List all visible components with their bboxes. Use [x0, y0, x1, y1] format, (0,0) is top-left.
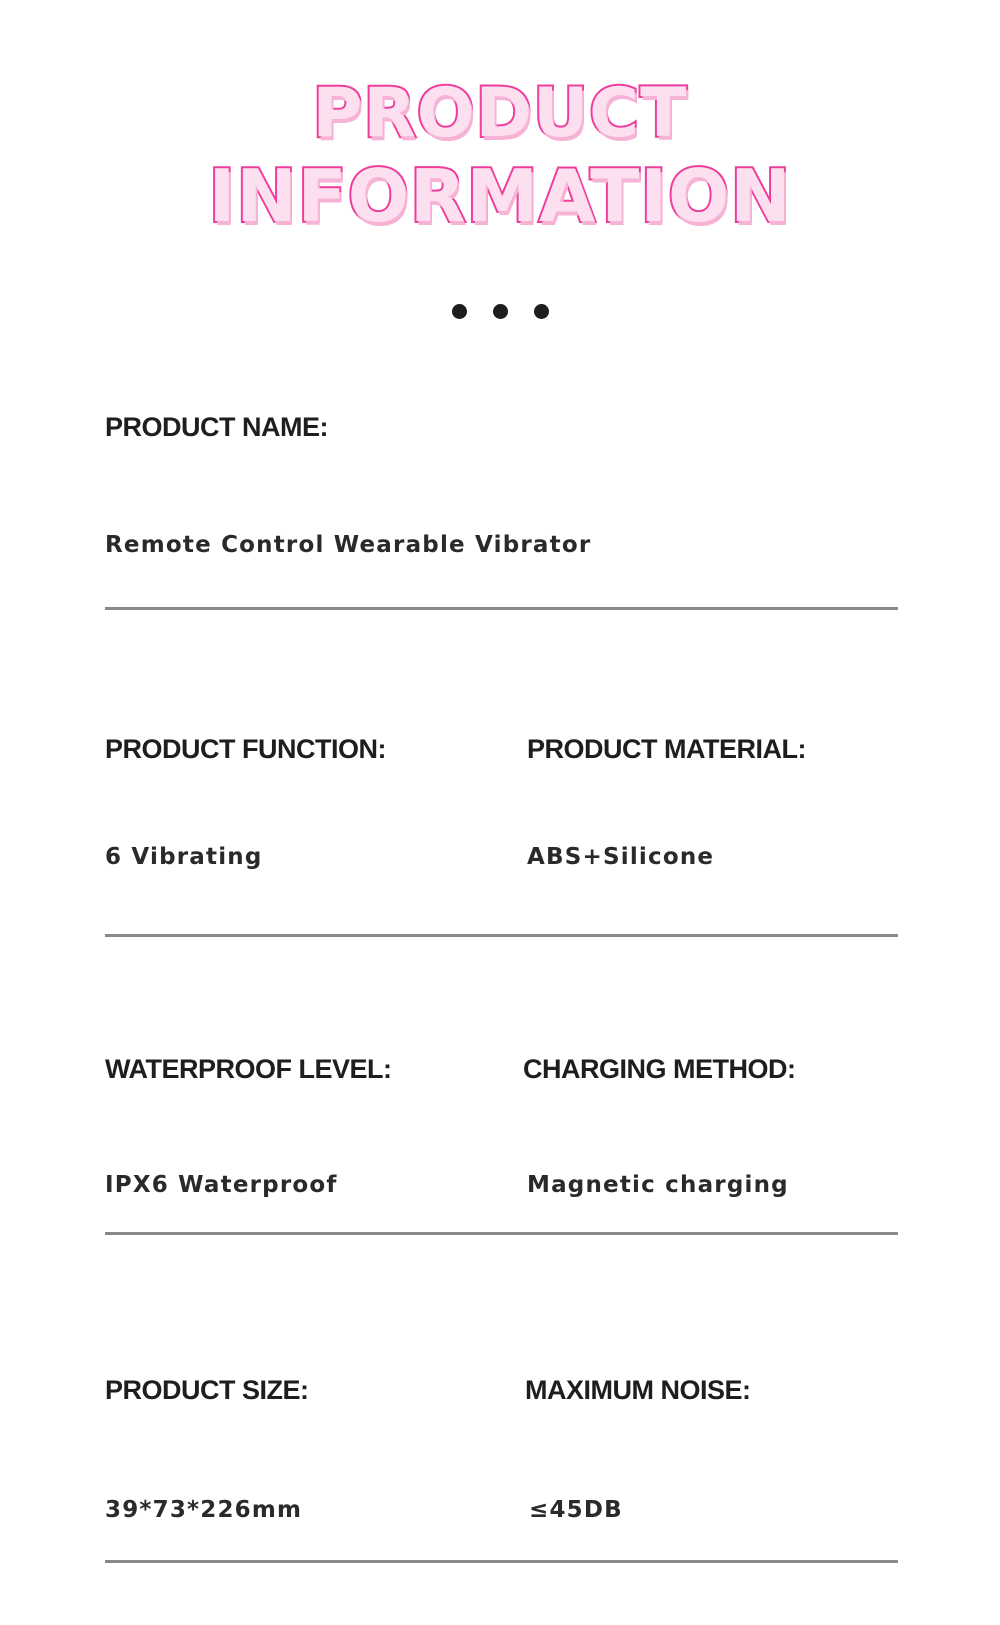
dot-icon: [452, 304, 467, 319]
product-size-value: 39*73*226mm: [105, 1497, 303, 1523]
charging-method-label: CHARGING METHOD:: [523, 1054, 796, 1084]
product-name-value: Remote Control Wearable Vibrator: [105, 532, 592, 558]
waterproof-level-value: IPX6 Waterproof: [105, 1172, 338, 1198]
divider: [105, 1232, 898, 1235]
maximum-noise-label: MAXIMUM NOISE:: [525, 1375, 751, 1405]
product-function-value: 6 Vibrating: [105, 844, 263, 870]
dot-icon: [493, 304, 508, 319]
ellipsis-dots-icon: [0, 304, 1000, 319]
divider: [105, 1560, 898, 1563]
divider: [105, 934, 898, 937]
product-material-label: PRODUCT MATERIAL:: [527, 734, 806, 764]
maximum-noise-value: ≤45DB: [529, 1497, 623, 1523]
dot-icon: [534, 304, 549, 319]
charging-method-value: Magnetic charging: [527, 1172, 789, 1198]
product-function-label: PRODUCT FUNCTION:: [105, 734, 386, 764]
product-size-label: PRODUCT SIZE:: [105, 1375, 309, 1405]
page-title-line-1: PRODUCT: [312, 74, 688, 153]
product-name-label: PRODUCT NAME:: [105, 412, 328, 442]
page-title-line-2: INFORMATION: [208, 154, 792, 238]
divider: [105, 607, 898, 610]
waterproof-level-label: WATERPROOF LEVEL:: [105, 1054, 392, 1084]
product-material-value: ABS+Silicone: [527, 844, 715, 870]
